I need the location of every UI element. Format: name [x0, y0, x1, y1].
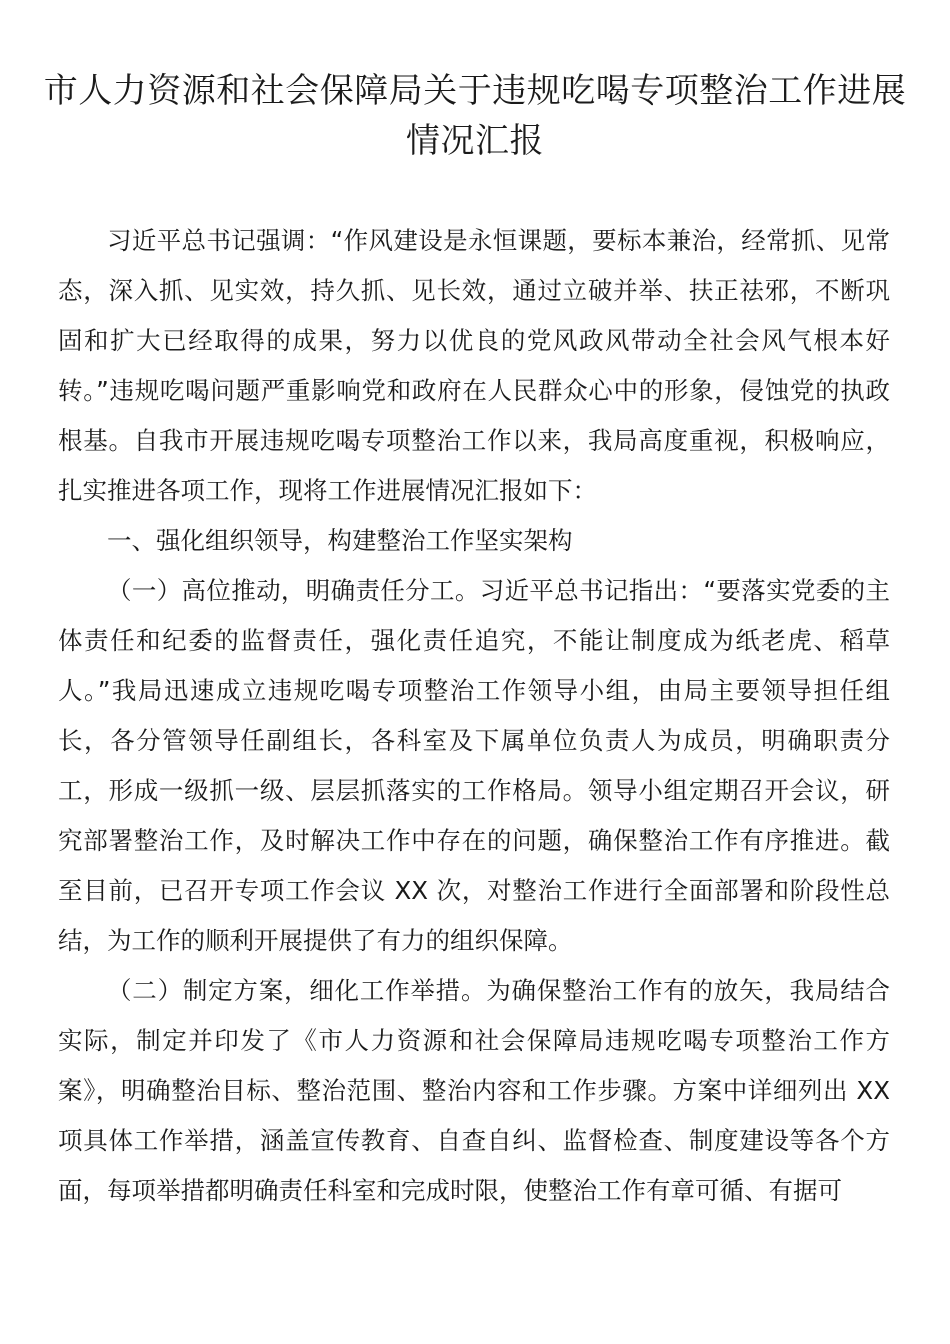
document-title: 市人力资源和社会保障局关于违规吃喝专项整治工作进展情况汇报: [43, 71, 907, 161]
subsection-paragraph: （一）高位推动，明确责任分工。习近平总书记指出：“要落实党委的主体责任和纪委的监督责任，强化责任追究，不能让制度成为纸老虎、稻草人。”我局迅速成立违规吃喝专项整治工作领导小组，由局主要领导担任组长，各分管领导任副组长，各科室及下属单位负责人为成员，明确职责分工，形成一级抓一级、层层抓落实的工作格局。领导小组定期召开会议，研究部署整治工作，及时解决工作中存在的问题，确保整治工作有序推进。截至目前，已召开专项工作会议 XX 次，对整治工作进行全面部署和阶段性总结，为工作的顺利开展提供了有力的组织保障。: [58, 576, 890, 955]
subsection-paragraph: （二）制定方案，细化工作举措。为确保整治工作有的放矢，我局结合实际，制定并印发了《市人力资源和社会保障局违规吃喝专项整治工作方案》，明确整治目标、整治范围、整治内容和工作步骤。方案中详细列出 XX 项具体工作举措，涵盖宣传教育、自查自纠、监督检查、制度建设等各个方面，每项举措都明确责任科室和完成时限，使整治工作有章可循、有据可: [58, 976, 890, 1205]
intro-paragraph: 习近平总书记强调：“作风建设是永恒课题，要标本兼治，经常抓、见常态，深入抓、见实效，持久抓、见长效，通过立破并举、扶正祛邪，不断巩固和扩大已经取得的成果，努力以优良的党风政风带动全社会风气根本好转。”违规吃喝问题严重影响党和政府在人民群众心中的形象，侵蚀党的执政根基。自我市开展违规吃喝专项整治工作以来，我局高度重视，积极响应，扎实推进各项工作，现将工作进展情况汇报如下：: [58, 226, 890, 505]
document-body: [58, 216, 890, 1216]
section-heading: 一、强化组织领导，构建整治工作坚实架构: [107, 526, 573, 555]
